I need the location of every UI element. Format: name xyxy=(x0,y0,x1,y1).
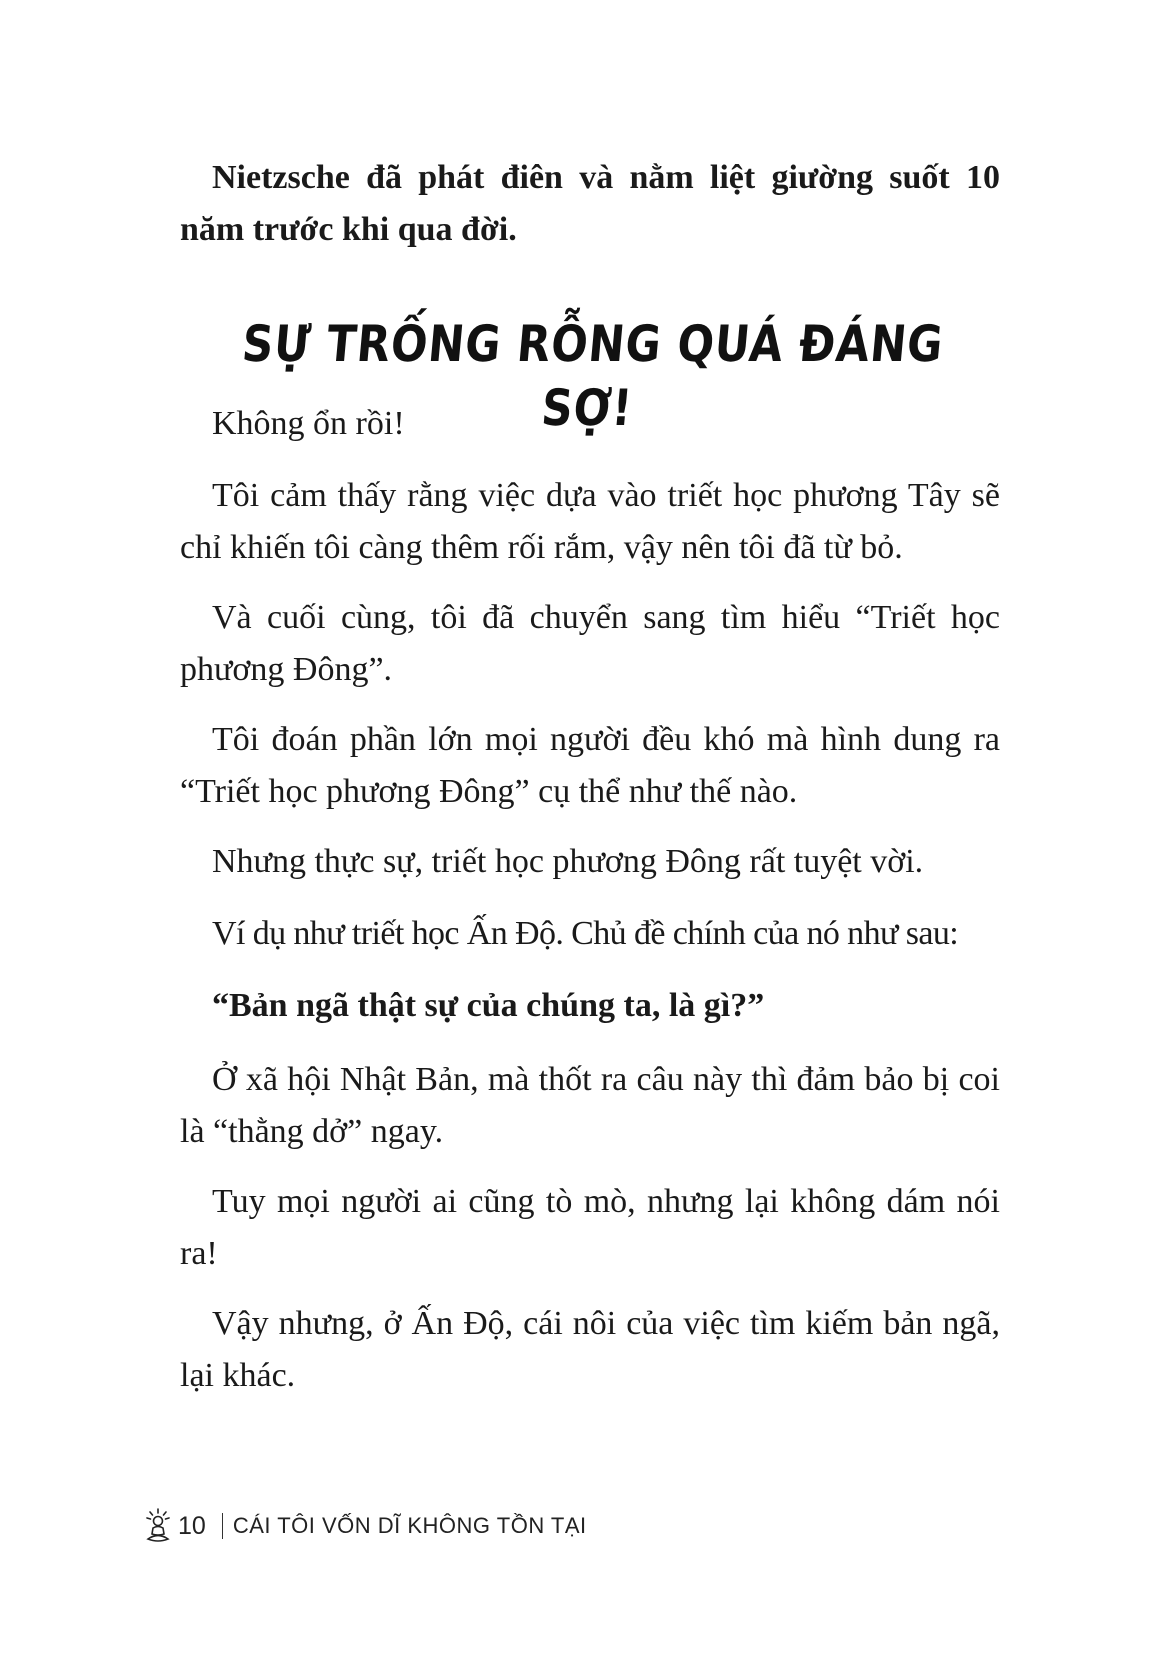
page-footer xyxy=(144,1506,587,1546)
paragraph-cai-noi: Vậy nhưng, ở Ấn Độ, cái nôi của việc tìm kiếm bản ngã, lại khác. xyxy=(180,1305,1000,1394)
paragraph-an-do: Ví dụ như triết học Ấn Độ. Chủ đề chính của nó như sau: xyxy=(212,915,959,952)
paragraph-phuong-dong: Và cuối cùng, tôi đã chuyển sang tìm hiểu “Triết học phương Đông”. xyxy=(180,599,1000,688)
paragraph-nietzsche: Nietzsche đã phát điên và nằm liệt giường suốt 10 năm trước khi qua đời. xyxy=(180,159,1000,248)
paragraph-nhat-ban: Ở xã hội Nhật Bản, mà thốt ra câu này thì đảm bảo bị coi là “thằng dở” ngay. xyxy=(180,1061,1000,1150)
section-heading: SỰ TRỐNG RỖNG QUÁ ĐÁNG SỢ! xyxy=(239,315,946,437)
footer-divider xyxy=(222,1513,223,1539)
book-page xyxy=(180,0,1000,1654)
book-title: CÁI TÔI VỐN DĨ KHÔNG TỒN TẠI xyxy=(232,1513,587,1538)
paragraph-khong-on: Không ổn rồi! xyxy=(212,405,405,442)
paragraph-hinh-dung: Tôi đoán phần lớn mọi người đều khó mà hình dung ra “Triết học phương Đông” cụ thể như thế nào. xyxy=(180,721,1000,810)
paragraph-tuyet-voi: Nhưng thực sự, triết học phương Đông rất tuyệt vời. xyxy=(212,843,924,880)
paragraph-triet-hoc-tay: Tôi cảm thấy rằng việc dựa vào triết học phương Tây sẽ chỉ khiến tôi càng thêm rối rắm, vậy nên tôi đã từ bỏ. xyxy=(180,477,1000,566)
paragraph-ban-nga-question: “Bản ngã thật sự của chúng ta, là gì?” xyxy=(212,987,765,1024)
page-number: 10 xyxy=(178,1511,206,1540)
meditating-monk-icon xyxy=(144,1508,172,1544)
paragraph-to-mo: Tuy mọi người ai cũng tò mò, nhưng lại không dám nói ra! xyxy=(180,1183,1000,1272)
